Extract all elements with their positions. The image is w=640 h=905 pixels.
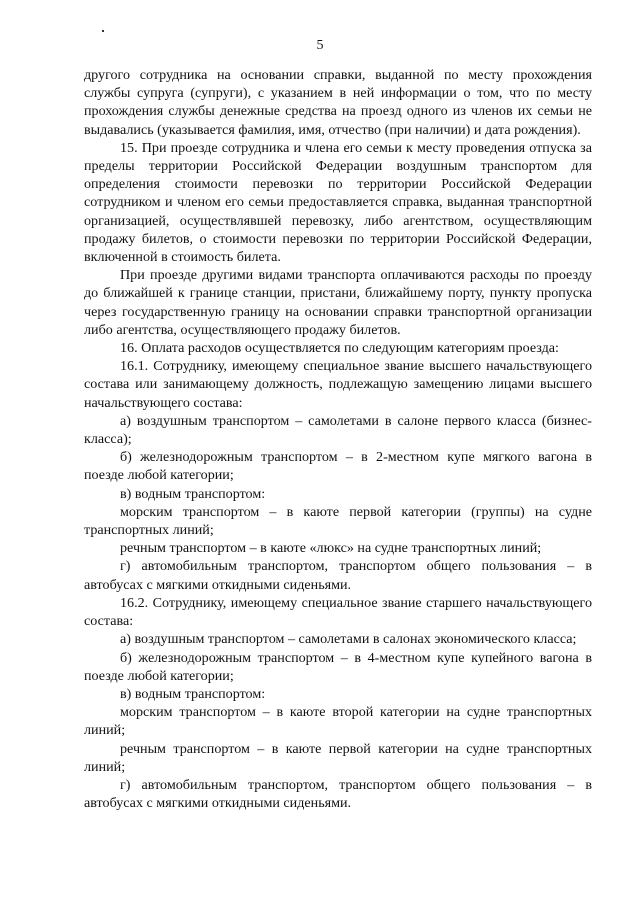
paragraph-15: 15. При проезде сотрудника и члена его семьи к месту проведения отпуска за пределы территории Российской Федерации воздушным транспортом для определения стоимости перевозки по территории Российской Федерации сотрудником и членом его семьи предоставляется справка, выданная транспортной организацией, осуществлявшей перевозку, либо агентством, осуществляющим продажу билетов, о стоимости перевозки по территории Российской Федерации, включенной в стоимость билета.: [84, 139, 592, 266]
paragraph-16-2: 16.2. Сотруднику, имеющему специальное звание старшего начальствующего состава:: [84, 594, 592, 630]
item-16-1-v: в) водным транспортом:: [120, 485, 266, 502]
item-16-1-v-sea: морским транспортом – в каюте первой категории (группы) на судне транспортных линий;: [84, 503, 592, 539]
item-16-1-g: г) автомобильным транспортом, транспортом общего пользования – в автобусах с мягкими откидными сиденьями.: [84, 558, 592, 593]
item-16-2-b: б) железнодорожным транспортом – в 4-местном купе купейного вагона в поезде любой категории;: [84, 649, 592, 684]
item-16-2-v-sea: морским транспортом – в каюте второй категории на судне транспортных линий;: [84, 704, 592, 739]
item-16-2-v-river: речным транспортом – в каюте первой категории на судне транспортных линий;: [84, 740, 592, 775]
item-16-2-v: в) водным транспортом:: [120, 685, 266, 702]
paragraph-other-transport: При проезде другими видами транспорта оплачиваются расходы по проезду до ближайшей к границе станции, пристани, ближайшему порту, пункту пропуска через государственную границу на основании справки транспортной организации либо агентства, осуществляющего продажу билетов.: [84, 267, 592, 338]
paragraph-continuation: другого сотрудника на основании справки, выданной по месту прохождения службы супруга (супруги), с указанием в ней информации о том, что по месту прохождения службы денежные средства на проезд одного из членов их семьи не выдавались (указывается фамилия, имя, отчество (при наличии) и дата рождения).: [84, 67, 592, 138]
item-16-1-a: а) воздушным транспортом – самолетами в салоне первого класса (бизнес-класса);: [84, 412, 592, 448]
item-16-1-b: б) железнодорожным транспортом – в 2-местном купе мягкого вагона в поезде любой категории;: [84, 449, 592, 484]
paragraph-16-1: 16.1. Сотруднику, имеющему специальное звание высшего начальствующего состава или занимающему должность, подлежащую замещению лицами высшего начальствующего состава:: [84, 358, 592, 411]
item-16-2-a: а) воздушным транспортом – самолетами в салонах экономического класса;: [120, 631, 577, 648]
item-16-2-g: г) автомобильным транспортом, транспортом общего пользования – в автобусах с мягкими откидными сиденьями.: [84, 776, 592, 812]
scan-speck: [102, 30, 104, 32]
paragraph-16: 16. Оплата расходов осуществляется по следующим категориям проезда:: [120, 340, 559, 357]
item-16-1-v-river: речным транспортом – в каюте «люкс» на судне транспортных линий;: [120, 540, 542, 557]
document-body: [84, 66, 592, 812]
page-number: 5: [316, 38, 324, 53]
